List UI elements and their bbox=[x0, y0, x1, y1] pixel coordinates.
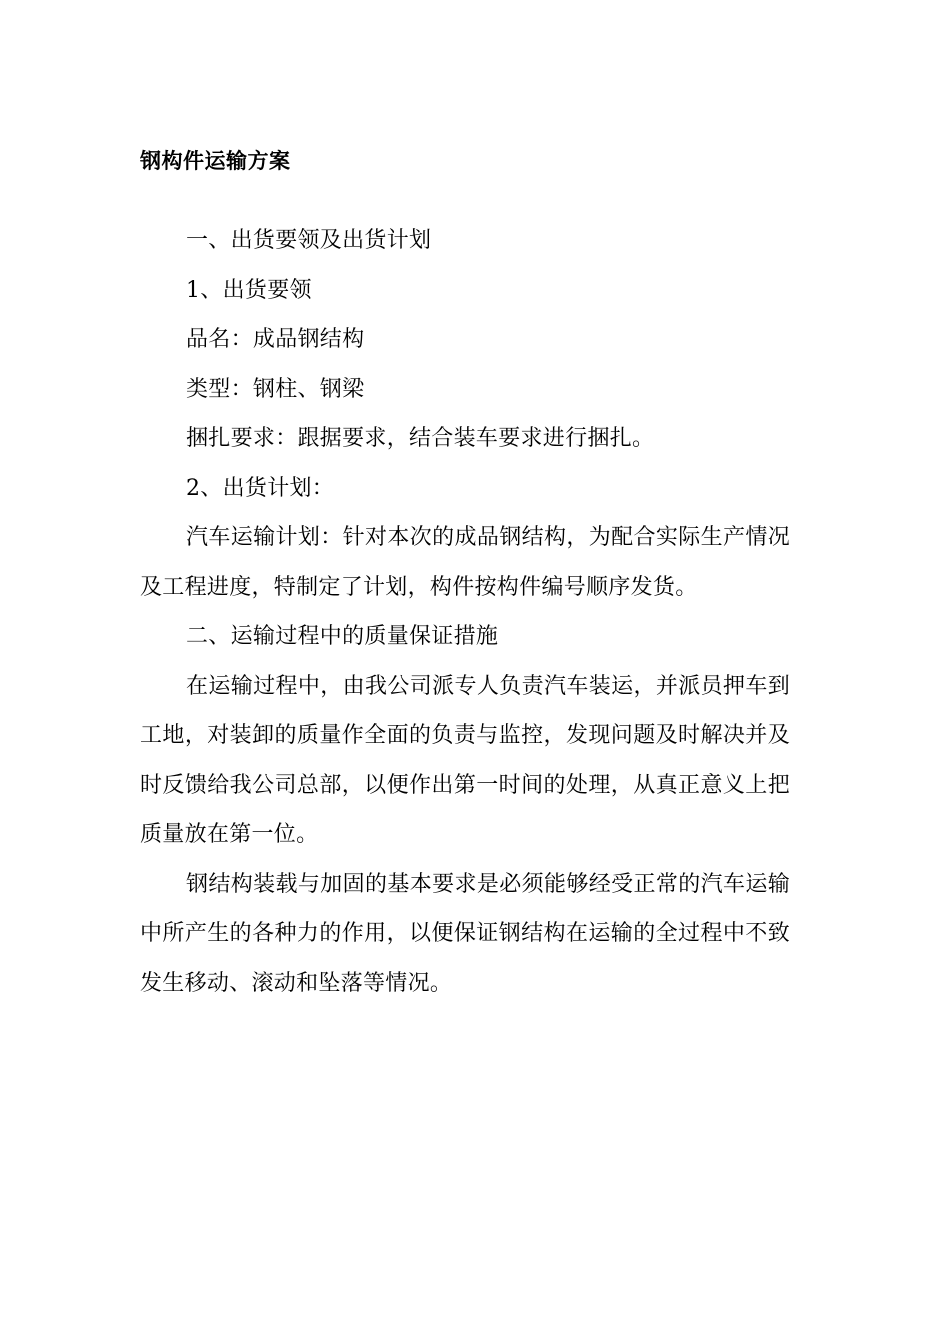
subheading-shipping-essentials: 1、出货要领 bbox=[186, 277, 312, 303]
paragraph-loading-requirements: 钢结构装载与加固的基本要求是必须能够经受正常的汽车运输中所产生的各种力的作用，以便保证钢结构在运输的全过程中不致发生移动、滚动和坠落等情况。 bbox=[140, 871, 790, 996]
paragraph-transport-supervision: 在运输过程中，由我公司派专人负责汽车装运，并派员押车到工地，对装卸的质量作全面的负责与监控，发现问题及时解决并及时反馈给我公司总部，以便作出第一时间的处理，从真正意义上把质量放在第一位。 bbox=[140, 673, 790, 847]
paragraph-bundling-requirement: 捆扎要求：跟据要求，结合装车要求进行捆扎。 bbox=[186, 426, 655, 451]
paragraph-product-type: 类型：钢柱、钢梁 bbox=[186, 376, 365, 402]
paragraph-truck-transport-plan: 汽车运输计划：针对本次的成品钢结构，为配合实际生产情况及工程进度，特制定了计划，构件按构件编号顺序发货。 bbox=[140, 525, 790, 600]
document-body bbox=[140, 216, 790, 1008]
document-title: 钢构件运输方案 bbox=[140, 149, 291, 173]
section-heading-1: 一、出货要领及出货计划 bbox=[186, 228, 432, 253]
paragraph-product-name: 品名：成品钢结构 bbox=[186, 327, 365, 352]
section-heading-2: 二、运输过程中的质量保证措施 bbox=[186, 624, 499, 649]
subheading-shipping-plan: 2、出货计划： bbox=[186, 475, 335, 501]
